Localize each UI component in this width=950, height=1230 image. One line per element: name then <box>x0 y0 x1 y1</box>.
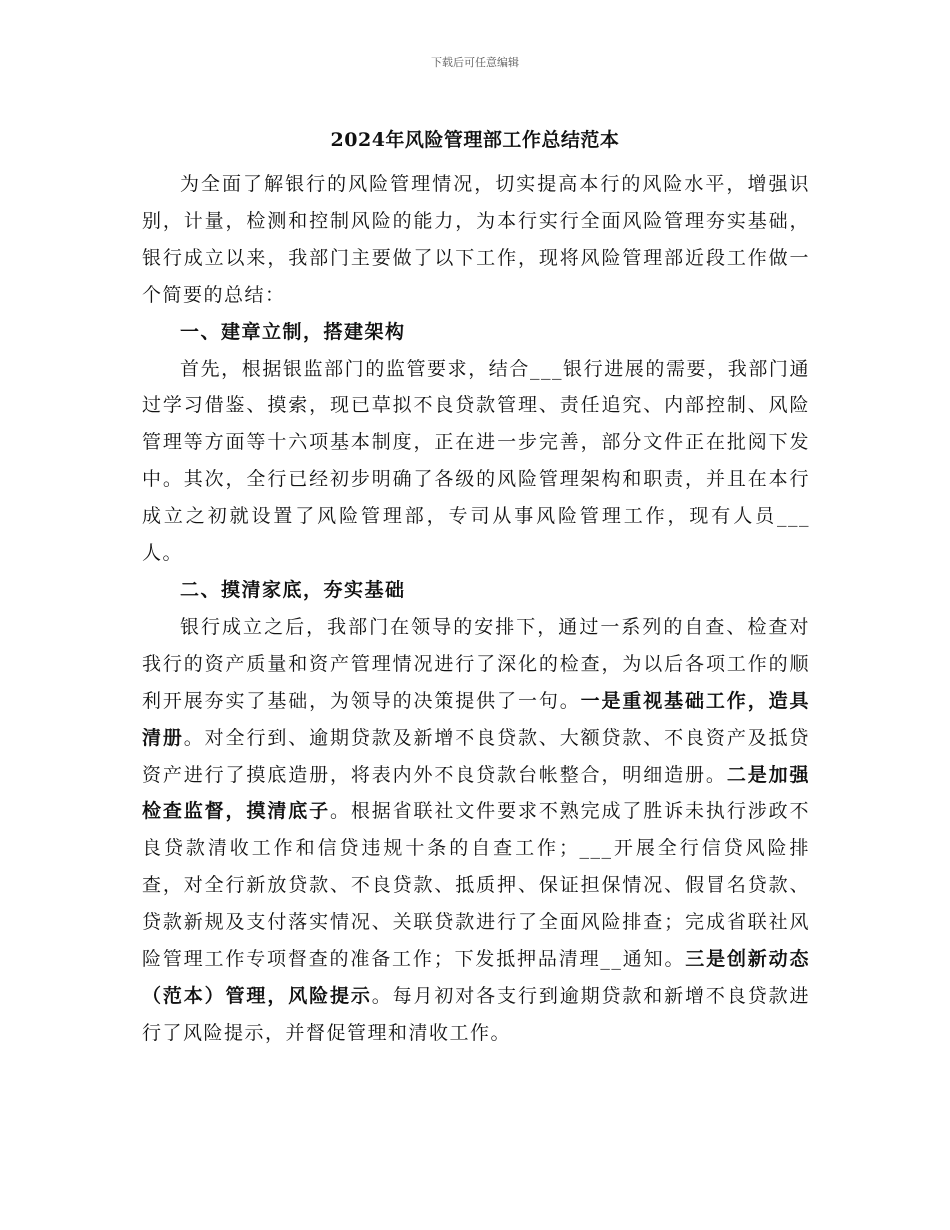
section1-heading: 一、建章立制，搭建架构 <box>180 320 406 343</box>
section2-text-a: 银行成立之后，我部门在领导的安排下，通过一系列的自查、检查对我行的资产质量和资产管理情况进行了深化的检查，为以后各项工作的顺利开展夯实了基础，为领导的决策提供了一句。 <box>142 615 810 712</box>
document-body <box>142 166 810 1052</box>
header-note: 下载后可任意编辑 <box>431 56 519 69</box>
intro-paragraph: 为全面了解银行的风险管理情况，切实提高本行的风险水平，增强识别，计量，检测和控制风险的能力，为本行实行全面风险管理夯实基础，银行成立以来，我部门主要做了以下工作，现将风险管理部近段工作做一个简要的总结： <box>142 173 810 306</box>
section2-text-d: 。每月初对各支行到逾期贷款和新增不良贷款进行了风险提示，并督促管理和清收工作。 <box>142 984 810 1044</box>
section1-paragraph: 首先，根据银监部门的监管要求，结合___银行进展的需要，我部门通过学习借鉴、摸索，现已草拟不良贷款管理、责任追究、内部控制、风险管理等方面等十六项基本制度，正在进一步完善，部分文件正在批阅下发中。其次，全行已经初步明确了各级的风险管理架构和职责，并且在本行成立之初就设置了风险管理部，专司从事风险管理工作，现有人员___人。 <box>142 357 810 565</box>
section2-text-b: 。对全行到、逾期贷款及新增不良贷款、大额贷款、不良资产及抵贷资产进行了摸底造册，将表内外不良贷款台帐整合，明细造册。 <box>142 726 810 786</box>
section2-paragraph <box>142 609 810 1052</box>
section2-heading: 二、摸清家底，夯实基础 <box>180 578 406 601</box>
document-title: 2024年风险管理部工作总结范本 <box>330 129 620 151</box>
section2-text-c: 。根据省联社文件要求不熟完成了胜诉未执行涉政不良贷款清收工作和信贷违规十条的自查工作；___开展全行信贷风险排查，对全行新放贷款、不良贷款、抵质押、保证担保情况、假冒名贷款、贷款新规及支付落实情况、关联贷款进行了全面风险排查；完成省联社风险管理工作专项督查的准备工作；下发抵押品清理__通知。 <box>142 800 810 971</box>
bold-point-2: 二是加强检查监督，摸清底子 <box>142 763 810 823</box>
bold-point-3: 三是创新动态（范本）管理，风险提示 <box>142 948 810 1007</box>
bold-point-1: 一是重视基础工作，造具清册 <box>142 689 810 749</box>
